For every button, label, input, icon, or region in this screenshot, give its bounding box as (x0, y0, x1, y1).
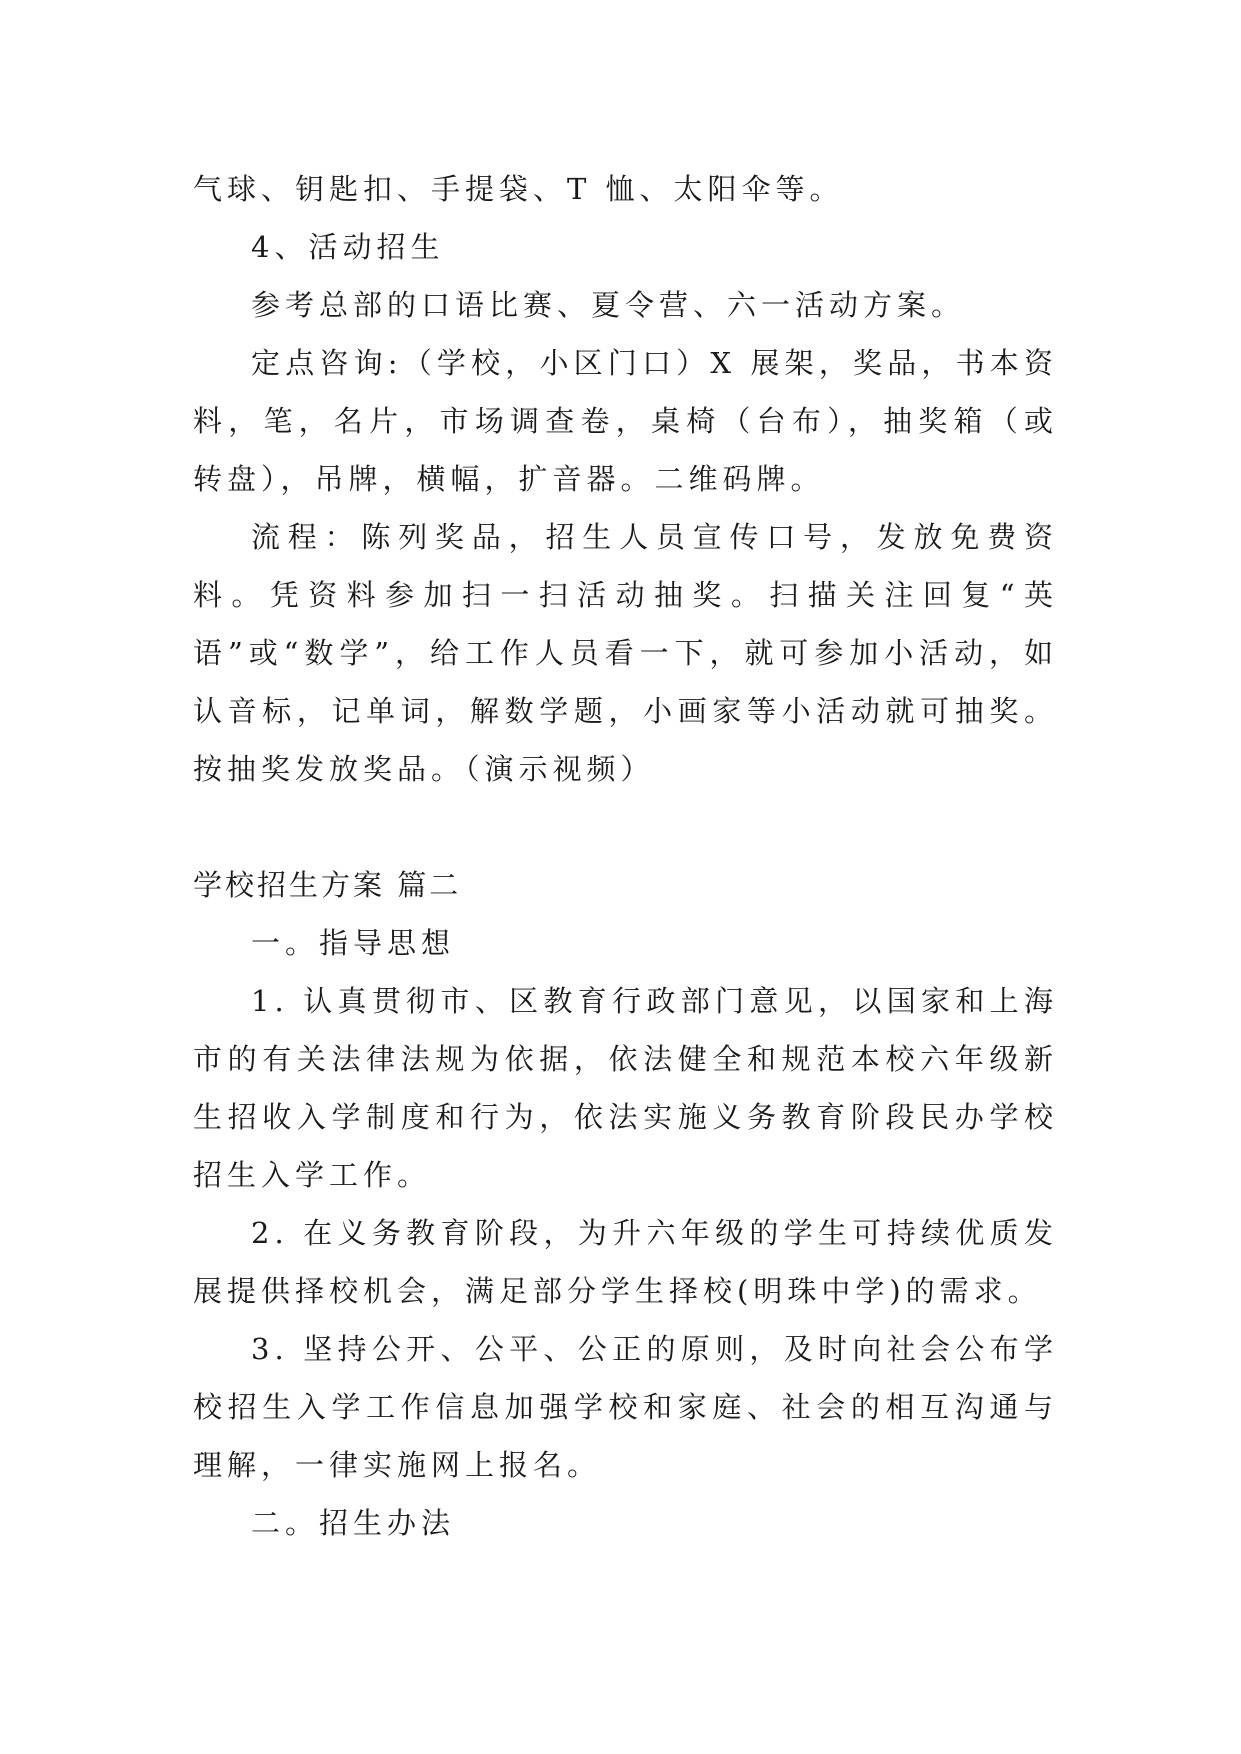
paragraph: 定点咨询:（学校，小区门口）X 展架，奖品，书本资料，笔，名片，市场调查卷，桌椅（台布），抽奖箱（或转盘），吊牌，横幅，扩音器。二维码牌。 (193, 346, 1058, 496)
subheading-activity-enrollment: 4、活动招生 (251, 230, 445, 264)
section-title: 学校招生方案 篇二 (193, 868, 462, 902)
paragraph: 参考总部的口语比赛、夏令营、六一活动方案。 (251, 288, 966, 322)
paragraph: 气球、钥匙扣、手提袋、T 恤、太阳伞等。 (193, 172, 844, 206)
document-body (193, 160, 1058, 1552)
subheading-enrollment-method: 二。招生办法 (251, 1506, 456, 1540)
subheading-guiding-ideology: 一。指导思想 (251, 926, 456, 960)
paragraph: 2. 在义务教育阶段，为升六年级的学生可持续优质发展提供择校机会，满足部分学生择校(明珠中学)的需求。 (193, 1216, 1058, 1308)
paragraph: 流程：陈列奖品，招生人员宣传口号，发放免费资料。凭资料参加扫一扫活动抽奖。扫描关注回复“英语”或“数学”，给工作人员看一下，就可参加小活动，如认音标，记单词，解数学题，小画家等小活动就可抽奖。按抽奖发放奖品。（演示视频） (193, 520, 1058, 786)
paragraph: 3. 坚持公开、公平、公正的原则，及时向社会公布学校招生入学工作信息加强学校和家庭、社会的相互沟通与理解，一律实施网上报名。 (193, 1332, 1058, 1482)
paragraph: 1. 认真贯彻市、区教育行政部门意见，以国家和上海市的有关法律法规为依据，依法健全和规范本校六年级新生招收入学制度和行为，依法实施义务教育阶段民办学校招生入学工作。 (193, 984, 1058, 1192)
